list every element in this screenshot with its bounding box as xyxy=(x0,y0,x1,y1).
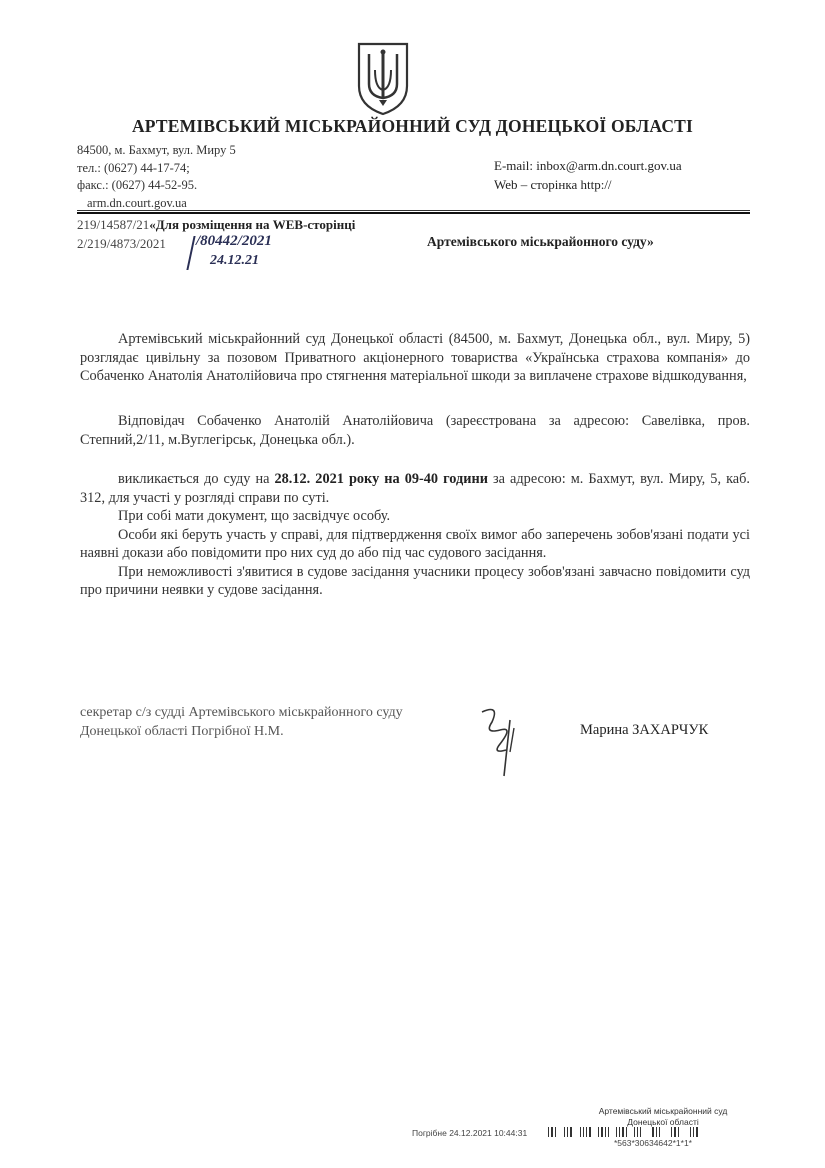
handwritten-signature xyxy=(470,700,530,778)
paragraph-defendant: Відповідач Собаченко Анатолій Анатолійовича (зареєстрована за адресою: Савелівка, пров. Степний,2/11, м.Вуглегірськ, Донецька обл.). xyxy=(80,413,750,448)
header-divider xyxy=(77,210,750,211)
web-title-line2: Артемівського міськрайонного суду» xyxy=(427,234,654,249)
barcode-number: *563*30634642*1*1* xyxy=(614,1138,692,1148)
court-email: E-mail: inbox@arm.dn.court.gov.ua xyxy=(494,158,682,173)
court-site: arm.dn.court.gov.ua xyxy=(87,195,187,210)
paragraph-documents: При собі мати документ, що засвідчує особу. xyxy=(118,508,391,524)
court-web: Web – сторінка http:// xyxy=(494,177,612,192)
handwritten-registration xyxy=(196,232,272,270)
contact-left xyxy=(77,142,236,212)
paragraph-claim: Артемівський міськрайонний суд Донецької області (84500, м. Бахмут, Донецька обл., вул. Миру, 5) розглядає цивільну за позовом Приватного акціонерного товариства «Українська страхова компанія» до Собаченко Анатолія Анатолійовича про стягнення матеріальної шкоди за виплачене страхове відшкодування, xyxy=(80,331,750,384)
barcode xyxy=(548,1127,698,1137)
contact-right xyxy=(494,156,682,194)
court-fax: факс.: (0627) 44-52-95. xyxy=(77,178,198,192)
paragraph-absence: При неможливості з'явитися в судове засідання учасники процесу зобов'язані завчасно повідомити суд про причини неявки у судове засідання. xyxy=(80,563,750,598)
secretary-block xyxy=(80,703,403,741)
paragraph-2-block xyxy=(80,412,750,449)
court-name: АРТЕМІВСЬКИЙ МІСЬКРАЙОННИЙ СУД ДОНЕЦЬКОЇ ОБЛАСТІ xyxy=(131,116,694,136)
court-phone: тел.: (0627) 44-17-74; xyxy=(77,160,190,175)
handwritten-date: 24.12.21 xyxy=(210,253,259,268)
court-address: 84500, м. Бахмут, вул. Миру 5 xyxy=(77,143,236,157)
summons-end: за адресою: м. Бахмут, вул. Миру, 5, каб. 312, для участі у розгляді справи по суті. xyxy=(80,471,750,506)
paragraph-evidence: Особи які беруть участь у справі, для підтвердження своїх вимог або заперечень зобов'язані подати усі наявні докази або повідомити про них суд до або під час судового засідання. xyxy=(80,526,750,561)
secretary-line2: Донецької області Погрібної Н.М. xyxy=(80,724,284,739)
paragraph-1-block xyxy=(80,330,750,386)
handwritten-number: /80442/2021 xyxy=(196,233,272,249)
footer-court-line1: Артемівський міськрайонний суд xyxy=(598,1106,728,1116)
coat-of-arms-icon xyxy=(355,40,411,116)
web-title-line1: «Для розміщення на WEB-сторінці xyxy=(149,217,356,232)
paragraph-3-block xyxy=(80,470,750,600)
proceeding-number: 2/219/4873/2021 xyxy=(77,236,166,251)
header-divider-bold xyxy=(77,212,750,214)
footer-court xyxy=(578,1106,748,1128)
case-number: 219/14587/21 xyxy=(77,217,150,232)
footer-stamp: Погрібне 24.12.2021 10:44:31 xyxy=(412,1128,528,1138)
paragraph-summons xyxy=(80,470,750,507)
signatory-name: Марина ЗАХАРЧУК xyxy=(580,722,709,738)
footer-court-line2: Донецької області xyxy=(627,1117,699,1127)
summons-start: викликається до суду на xyxy=(118,471,275,487)
summons-datetime: 28.12. 2021 року на 09-40 години xyxy=(274,471,488,487)
secretary-line1: секретар с/з судді Артемівського міськрайонного суду xyxy=(80,705,403,720)
